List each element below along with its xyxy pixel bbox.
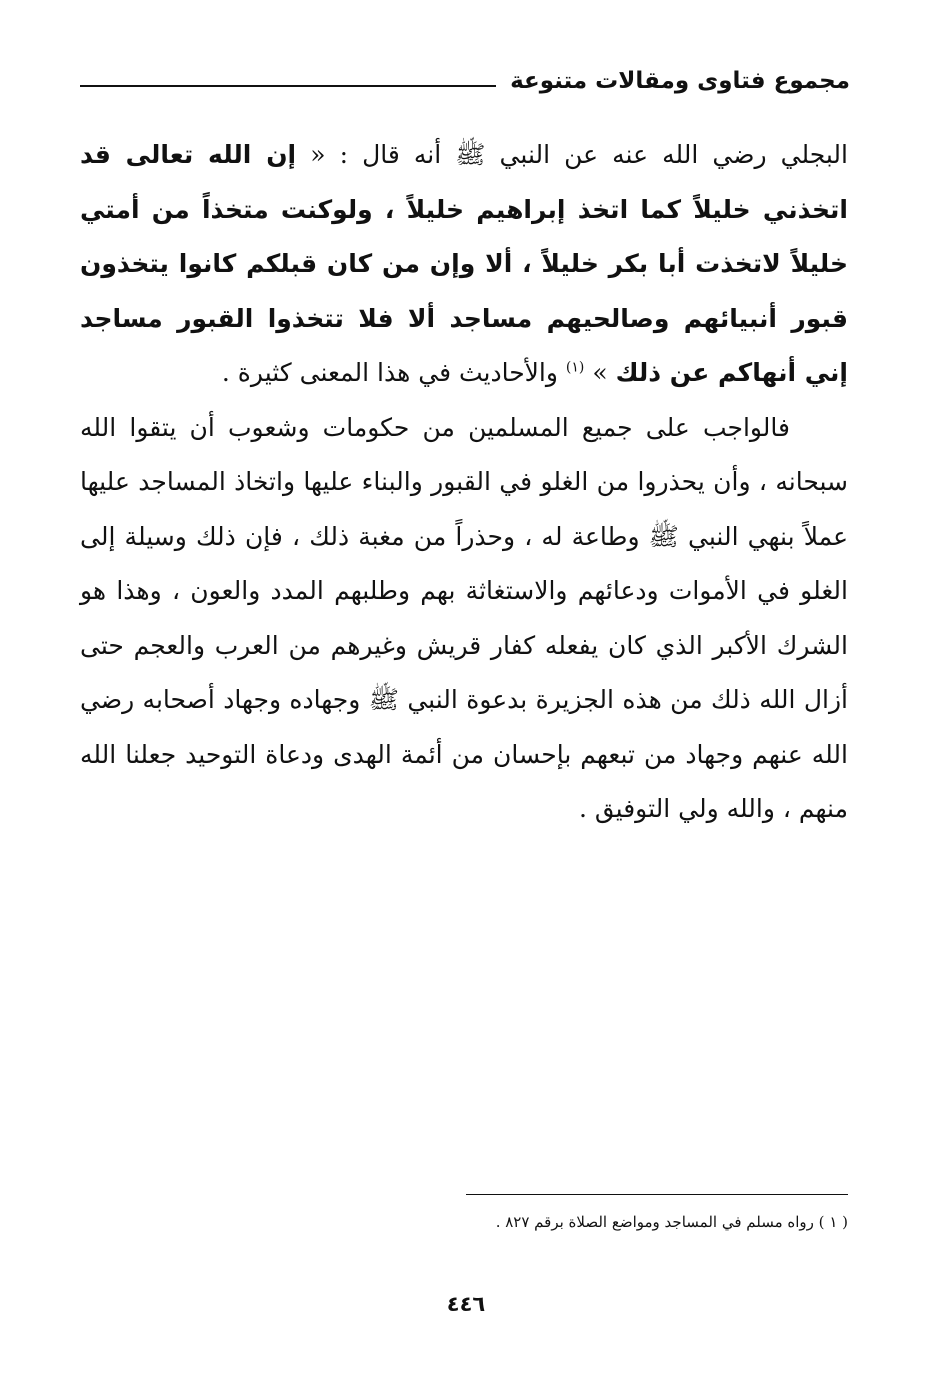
main-text (80, 128, 848, 837)
hadith-quote: إن الله تعالى قد اتخذني خليلاً كما اتخذ إبراهيم خليلاً ، ولوكنت متخذاً من أمتي خليلاً لاتخذت أبا بكر خليلاً ، ألا وإن من كان قبلكم كانوا يتخذون قبور أنبيائهم وصالحيهم مساجد ألا فلا تتخذوا القبور مساجد إني أنهاكم عن ذلك (80, 140, 848, 387)
footnote-reference[interactable]: (١) (565, 359, 585, 376)
paragraph-conclusion (80, 401, 848, 837)
footnote: ( ١ ) رواه مسلم في المساجد ومواضع الصلاة برقم ٨٢٧ . (495, 1213, 848, 1231)
header-rule (80, 85, 496, 87)
conclusion-text: فالواجب على جميع المسلمين من حكومات وشعوب أن يتقوا الله سبحانه ، وأن يحذروا من الغلو في القبور والبناء عليها واتخاذ المساجد عليها عملاً بنهي النبي ﷺ وطاعة له ، وحذراً من مغبة ذلك ، فإن ذلك وسيلة إلى الغلو في الأموات ودعائهم والاستغاثة بهم وطلبهم المدد والعون ، وهذا هو الشرك الأكبر الذي كان يفعله كفار قريش وغيرهم من العرب والعجم حتى أزال الله ذلك من هذه الجزيرة بدعوة النبي ﷺ وجهاده وجهاد أصحابه رضي الله عنهم وجهاد من تبعهم بإحسان من أئمة الهدى ودعاة التوحيد جعلنا الله منهم ، والله ولي التوفيق . (80, 412, 848, 823)
page-number: ٤٤٦ (446, 1292, 486, 1316)
running-header (80, 68, 850, 94)
book-title: مجموع فتاوى ومقالات متنوعة (510, 68, 850, 94)
hadith-tail: والأحاديث في هذا المعنى كثيرة . (221, 358, 566, 387)
quote-close: » (584, 358, 616, 387)
hadith-intro: البجلي رضي الله عنه عن النبي ﷺ أنه قال : « (296, 140, 848, 169)
footnote-rule (466, 1194, 848, 1195)
paragraph-hadith (80, 128, 848, 401)
